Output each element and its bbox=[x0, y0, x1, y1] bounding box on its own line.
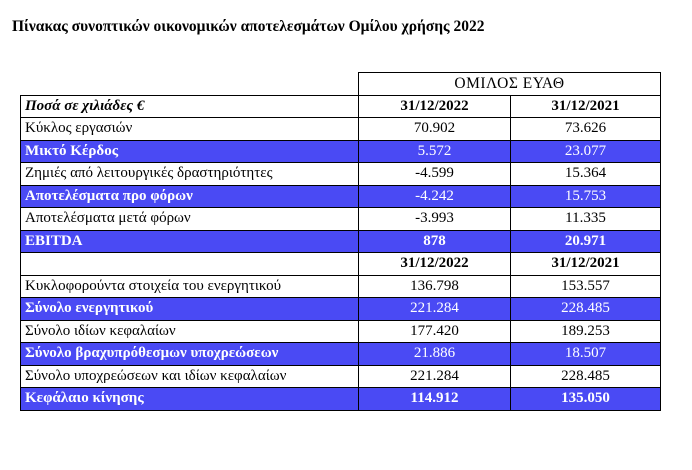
value-2022: 21.886 bbox=[359, 343, 511, 366]
row-label: Μικτό Κέρδος bbox=[21, 140, 359, 163]
value-2021: 18.507 bbox=[511, 343, 661, 366]
table-row bbox=[21, 388, 661, 411]
table-row bbox=[21, 208, 661, 231]
value-2022: 878 bbox=[359, 230, 511, 253]
row-label: Κεφάλαιο κίνησης bbox=[21, 388, 359, 411]
row-label: Κυκλοφορούντα στοιχεία του ενεργητικού bbox=[21, 275, 359, 298]
value-2022: -3.993 bbox=[359, 208, 511, 231]
value-2022: -4.599 bbox=[359, 163, 511, 186]
table-row bbox=[21, 365, 661, 388]
amounts-label: Ποσά σε χιλιάδες € bbox=[21, 95, 359, 118]
table-row bbox=[21, 275, 661, 298]
value-2021: 228.485 bbox=[511, 365, 661, 388]
date-2021-header: 31/12/2021 bbox=[511, 253, 661, 276]
table-row bbox=[21, 185, 661, 208]
table-row bbox=[21, 163, 661, 186]
row-label: Σύνολο ιδίων κεφαλαίων bbox=[21, 320, 359, 343]
blank-label-cell bbox=[21, 253, 359, 276]
table-row bbox=[21, 118, 661, 141]
row-label: Κύκλος εργασιών bbox=[21, 118, 359, 141]
value-2021: 15.364 bbox=[511, 163, 661, 186]
value-2022: 221.284 bbox=[359, 298, 511, 321]
value-2021: 20.971 bbox=[511, 230, 661, 253]
value-2022: 114.912 bbox=[359, 388, 511, 411]
value-2022: 70.902 bbox=[359, 118, 511, 141]
row-label: Ζημιές από λειτουργικές δραστηριότητες bbox=[21, 163, 359, 186]
value-2021: 23.077 bbox=[511, 140, 661, 163]
value-2021: 11.335 bbox=[511, 208, 661, 231]
blank-cell bbox=[21, 73, 359, 96]
group-header: ΟΜΙΛΟΣ ΕΥΑΘ bbox=[359, 73, 661, 96]
row-label: Σύνολο υποχρεώσεων και ιδίων κεφαλαίων bbox=[21, 365, 359, 388]
group-header-row bbox=[21, 73, 661, 96]
value-2021: 15.753 bbox=[511, 185, 661, 208]
value-2022: 136.798 bbox=[359, 275, 511, 298]
table-row bbox=[21, 230, 661, 253]
table-row bbox=[21, 343, 661, 366]
value-2022: -4.242 bbox=[359, 185, 511, 208]
financial-summary-table bbox=[20, 72, 661, 411]
value-2021: 228.485 bbox=[511, 298, 661, 321]
value-2021: 135.050 bbox=[511, 388, 661, 411]
row-label: Σύνολο ενεργητικού bbox=[21, 298, 359, 321]
value-2021: 73.626 bbox=[511, 118, 661, 141]
date-2021-header: 31/12/2021 bbox=[511, 95, 661, 118]
date-2022-header: 31/12/2022 bbox=[359, 253, 511, 276]
date-header-row-2 bbox=[21, 253, 661, 276]
table-row bbox=[21, 298, 661, 321]
row-label: Αποτελέσματα μετά φόρων bbox=[21, 208, 359, 231]
value-2021: 153.557 bbox=[511, 275, 661, 298]
row-label: Αποτελέσματα προ φόρων bbox=[21, 185, 359, 208]
date-2022-header: 31/12/2022 bbox=[359, 95, 511, 118]
date-header-row bbox=[21, 95, 661, 118]
row-label: EBITDA bbox=[21, 230, 359, 253]
value-2022: 177.420 bbox=[359, 320, 511, 343]
value-2022: 5.572 bbox=[359, 140, 511, 163]
page-title: Πίνακας συνοπτικών οικονομικών αποτελεσμάτων Ομίλου χρήσης 2022 bbox=[12, 18, 485, 35]
row-label: Σύνολο βραχυπρόθεσμων υποχρεώσεων bbox=[21, 343, 359, 366]
table-row bbox=[21, 320, 661, 343]
value-2021: 189.253 bbox=[511, 320, 661, 343]
table-row bbox=[21, 140, 661, 163]
value-2022: 221.284 bbox=[359, 365, 511, 388]
